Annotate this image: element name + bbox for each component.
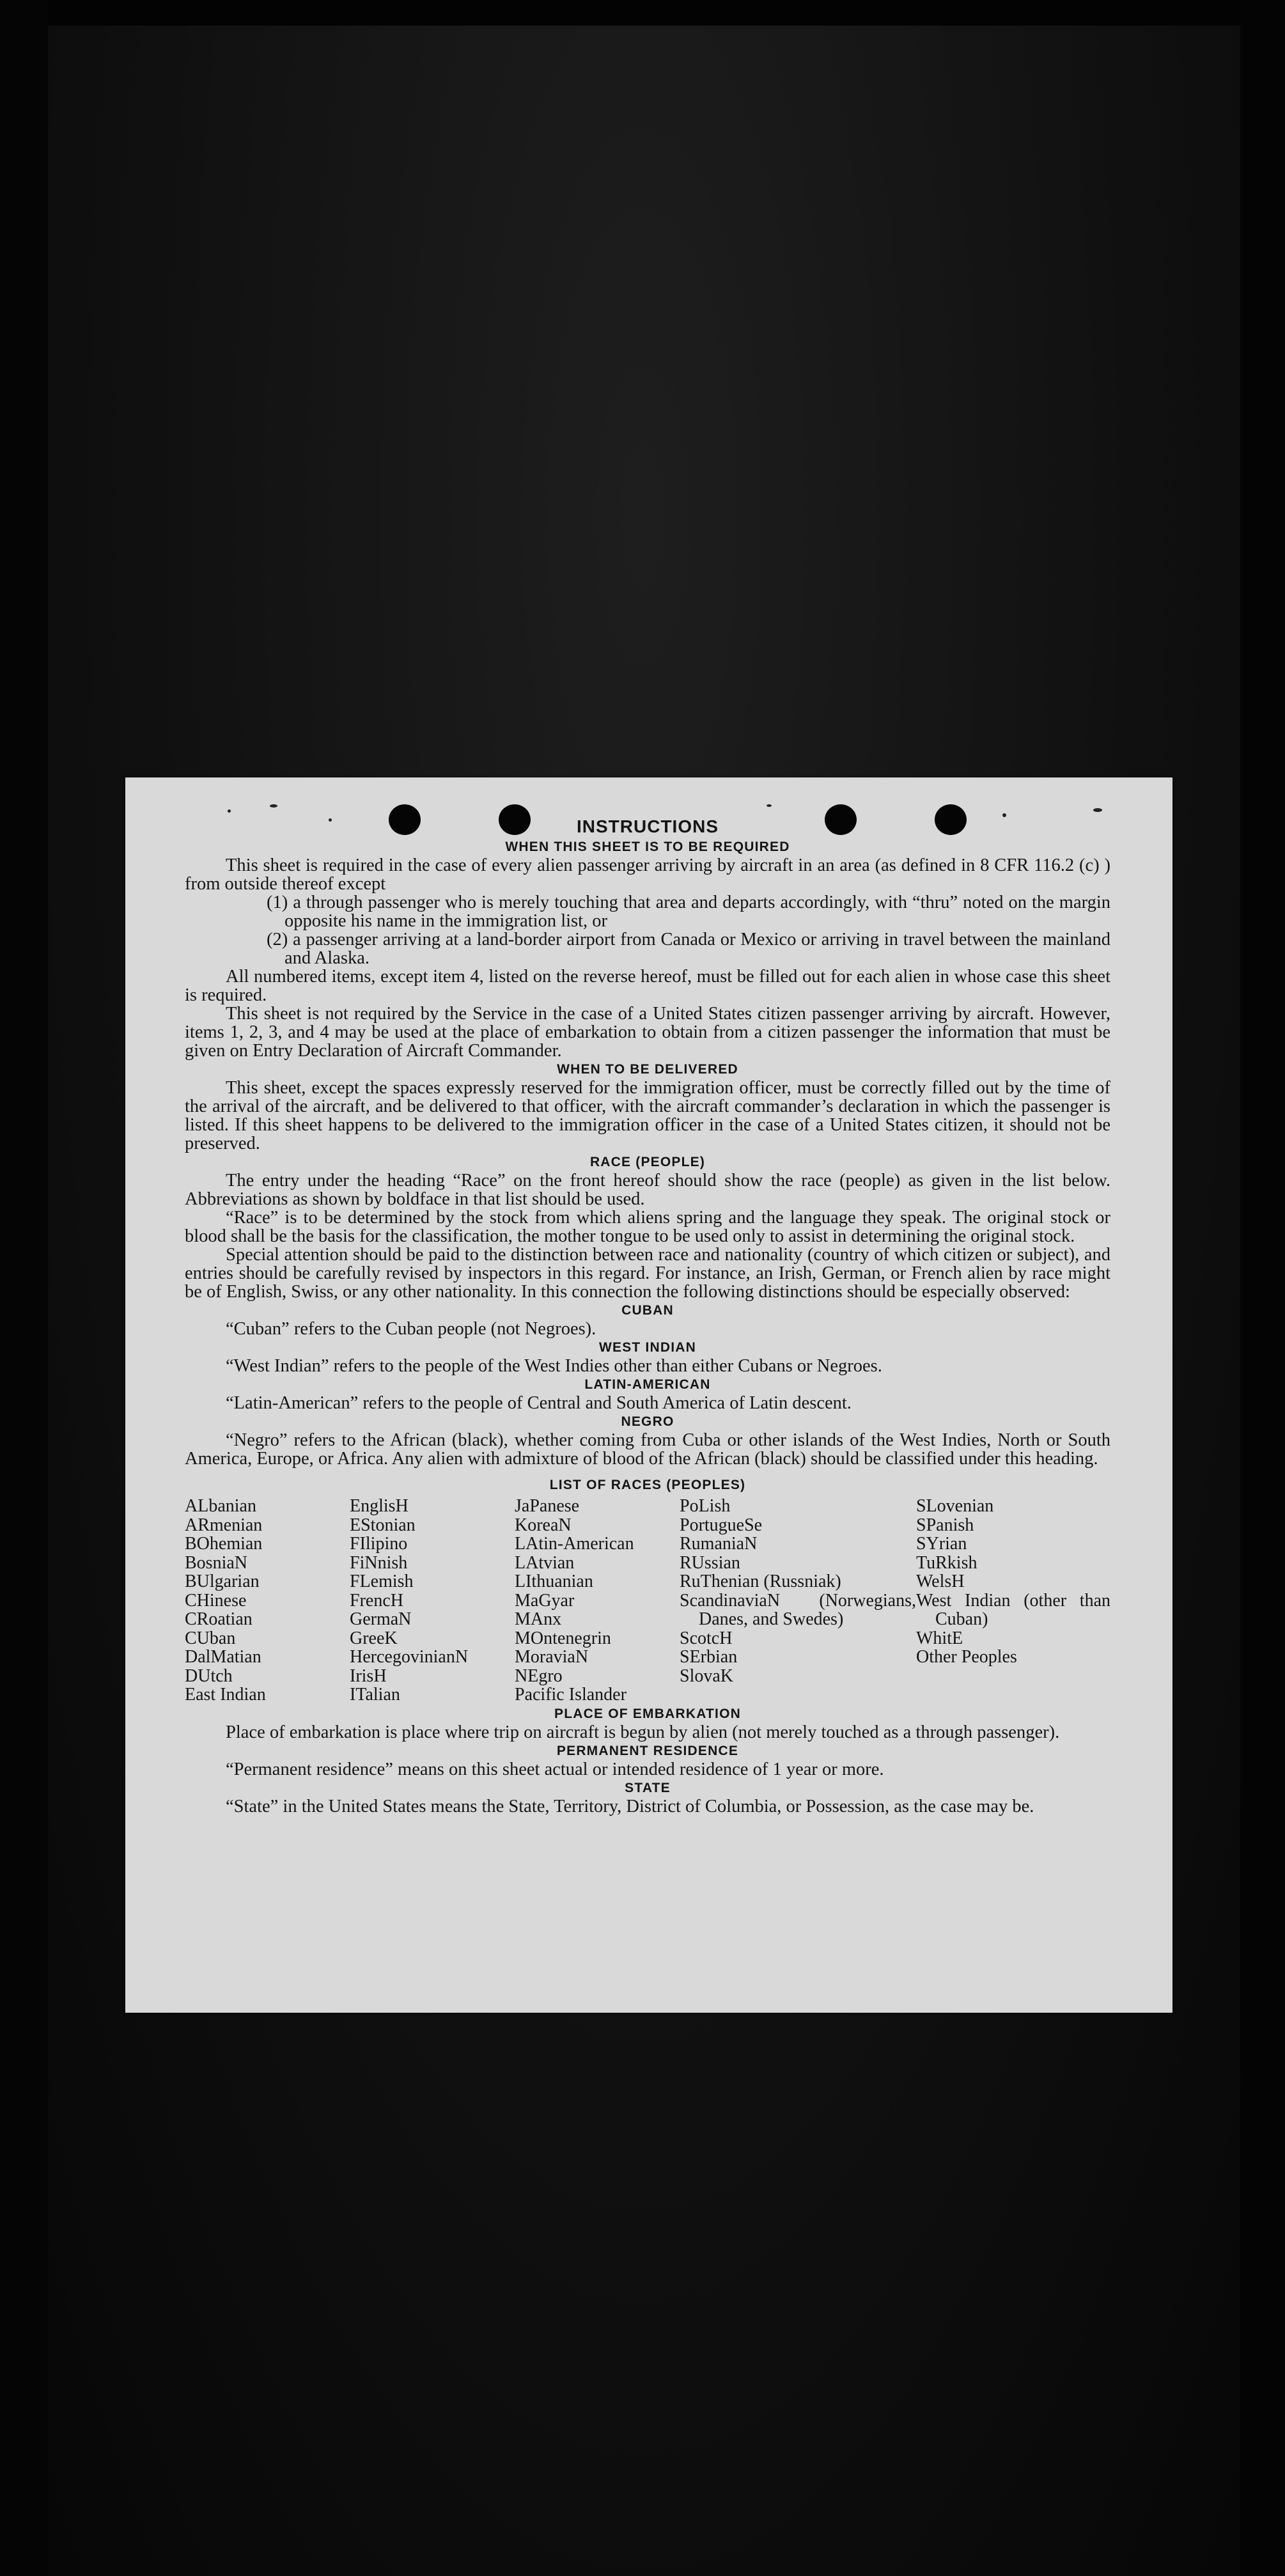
race-entry: SlovaK xyxy=(680,1666,733,1686)
race-entry: SErbian xyxy=(680,1647,738,1667)
race-entry: FIlipino xyxy=(350,1534,408,1554)
race-entry: SYrian xyxy=(916,1534,967,1554)
residence-text: “Permanent residence” means on this sheet actual or intended residence of 1 year or more. xyxy=(226,1759,884,1779)
race-entry: Other Peoples xyxy=(916,1647,1017,1667)
section-heading-west-indian: WEST INDIAN xyxy=(598,1340,697,1355)
race-entry: EStonian xyxy=(350,1515,416,1535)
race-entry: BUlgarian xyxy=(185,1572,260,1591)
race-entry: LAtvian xyxy=(515,1552,575,1573)
section-heading-race: RACE (PEOPLE) xyxy=(589,1155,706,1169)
cuban-text: “Cuban” refers to the Cuban people (not Negroes). xyxy=(226,1319,596,1339)
sheet-content xyxy=(185,816,1110,1816)
races-column-4 xyxy=(680,1497,916,1705)
race-entry: NEgro xyxy=(515,1666,563,1686)
west-indian-text: “West Indian” refers to the people of the West Indies other than either Cubans or Negroes. xyxy=(226,1356,882,1376)
race-entry: ARmenian xyxy=(185,1515,263,1535)
race-entry: DalMatian xyxy=(185,1647,261,1667)
race-entry: MoraviaN xyxy=(515,1647,589,1667)
races-list xyxy=(185,1497,1110,1705)
scan-edge-left xyxy=(0,0,48,2576)
race-entry: FiNnish xyxy=(350,1552,408,1573)
races-column-2 xyxy=(350,1497,515,1705)
race-entry: WelsH xyxy=(916,1572,965,1591)
section-heading-delivered: WHEN TO BE DELIVERED xyxy=(557,1062,738,1077)
race-entry: ScotcH xyxy=(680,1628,733,1648)
race-entry: PoLish xyxy=(680,1496,731,1516)
race-entry: East Indian xyxy=(185,1685,266,1705)
speck xyxy=(1093,808,1102,812)
negro-text: “Negro” refers to the African (black), whether coming from Cuba or other islands of the West Indies, North or South America, Europe, or Africa. Any alien with admixture of blood of the African (black) should be classified under this heading. xyxy=(185,1430,1110,1469)
scan-edge-right xyxy=(1240,0,1285,2576)
races-column-3 xyxy=(515,1497,680,1705)
race-entry: FrencH xyxy=(350,1590,403,1611)
race-entry: FLemish xyxy=(350,1572,414,1591)
race-entry: ScandinaviaN (Norwegians, Danes, and Swedes) xyxy=(680,1590,916,1629)
latin-american-text: “Latin-American” refers to the people of Central and South America of Latin descent. xyxy=(226,1393,852,1413)
exception-item-1: (1) a through passenger who is merely touching that area and departs accordingly, with “thru” noted on the margin opposite his name in the immigration list, or xyxy=(267,893,1110,931)
race-entry: GreeK xyxy=(350,1628,398,1648)
race-entry: Pacific Islander xyxy=(515,1685,627,1705)
race-entry: PortugueSe xyxy=(680,1515,763,1535)
state-text: “State” in the United States means the State, Territory, District of Columbia, or Possession, as the case may be. xyxy=(226,1796,1034,1816)
race-entry: RUssian xyxy=(680,1552,740,1573)
race-entry: EnglisH xyxy=(350,1496,409,1516)
race-entry: BOhemian xyxy=(185,1534,263,1554)
required-intro: This sheet is required in the case of every alien passenger arriving by aircraft in an area (as defined in 8 CFR 116.2 (c) ) from outside thereof except xyxy=(185,855,1110,894)
race-entry: MOntenegrin xyxy=(515,1628,611,1648)
races-column-1 xyxy=(185,1497,350,1705)
citizen-note: This sheet is not required by the Service in the case of a United States citizen passenger arriving by aircraft. However, items 1, 2, 3, and 4 may be used at the place of embarkation to obtain from a citizen passenger the information that must be given on Entry Declaration of Aircraft Commander. xyxy=(185,1004,1110,1061)
race-entry: ITalian xyxy=(350,1685,400,1705)
race-entry: BosniaN xyxy=(185,1552,247,1573)
race-entry: RumaniaN xyxy=(680,1534,758,1554)
race-entry: RuThenian (Russniak) xyxy=(680,1572,841,1591)
embarkation-text: Place of embarkation is place where trip on aircraft is begun by alien (not merely touched as a through passenger). xyxy=(226,1722,1060,1742)
race-paragraph-3: Special attention should be paid to the distinction between race and nationality (country of which citizen or subject), and entries should be carefully revised by inspectors in this regard. For instance, an Irish, German, or French alien by race might be of English, Swiss, or any other nationality. In this connection the following distinctions should be especially observed: xyxy=(185,1245,1110,1302)
section-heading-negro: NEGRO xyxy=(621,1414,674,1429)
exception-item-2: (2) a passenger arriving at a land-border airport from Canada or Mexico or arriving in travel between the mainland and Alaska. xyxy=(267,930,1110,968)
page-title: INSTRUCTIONS xyxy=(577,816,719,836)
race-entry: ALbanian xyxy=(185,1496,256,1516)
numbered-items-note: All numbered items, except item 4, listed on the reverse hereof, must be filled out for each alien in whose case this sheet is required. xyxy=(185,967,1110,1005)
race-entry: WhitE xyxy=(916,1628,963,1648)
race-entry: JaPanese xyxy=(515,1496,580,1516)
section-heading-residence: PERMANENT RESIDENCE xyxy=(556,1743,739,1758)
race-entry: IrisH xyxy=(350,1666,387,1686)
section-heading-latin-american: LATIN-AMERICAN xyxy=(584,1377,711,1392)
speck xyxy=(767,804,772,807)
race-entry: KoreaN xyxy=(515,1515,572,1535)
race-entry: DUtch xyxy=(185,1666,233,1686)
speck xyxy=(270,804,277,808)
race-entry: SLovenian xyxy=(916,1496,994,1516)
speck xyxy=(228,809,231,813)
section-heading-races-list: LIST OF RACES (PEOPLES) xyxy=(549,1478,746,1492)
races-column-5 xyxy=(916,1497,1110,1705)
race-paragraph-2: “Race” is to be determined by the stock from which aliens spring and the language they speak. The original stock or blood shall be the basis for the classification, the mother tongue to be used only to assist in determining the original stock. xyxy=(185,1208,1110,1246)
section-heading-state: STATE xyxy=(625,1780,671,1795)
race-entry: LIthuanian xyxy=(515,1572,593,1591)
section-heading-embarkation: PLACE OF EMBARKATION xyxy=(554,1706,741,1721)
race-entry: TuRkish xyxy=(916,1552,977,1573)
race-entry: CHinese xyxy=(185,1590,247,1611)
scan-edge-top xyxy=(0,0,1285,26)
race-entry: CUban xyxy=(185,1628,236,1648)
race-entry: MAnx xyxy=(515,1609,562,1629)
race-entry: LAtin-American xyxy=(515,1534,634,1554)
instruction-sheet xyxy=(125,777,1172,2013)
race-entry: West Indian (other than Cuban) xyxy=(916,1590,1110,1629)
race-entry: GermaN xyxy=(350,1609,412,1629)
race-entry: SPanish xyxy=(916,1515,974,1535)
race-entry: HercegovinianN xyxy=(350,1647,469,1667)
race-paragraph-1: The entry under the heading “Race” on the front hereof should show the race (people) as given in the list below. Abbreviations as shown by boldface in that list should be used. xyxy=(185,1171,1110,1209)
race-entry: MaGyar xyxy=(515,1590,575,1611)
delivered-text: This sheet, except the spaces expressly reserved for the immigration officer, must be correctly filled out by the time of the arrival of the aircraft, and be delivered to that officer, with the aircraft commander’s declaration in which the passenger is listed. If this sheet happens to be delivered to the immigration officer in the case of a United States citizen, it should not be preserved. xyxy=(185,1078,1110,1153)
race-entry: CRoatian xyxy=(185,1609,253,1629)
section-heading-cuban: CUBAN xyxy=(621,1303,674,1318)
section-heading-required: WHEN THIS SHEET IS TO BE REQUIRED xyxy=(505,839,790,854)
